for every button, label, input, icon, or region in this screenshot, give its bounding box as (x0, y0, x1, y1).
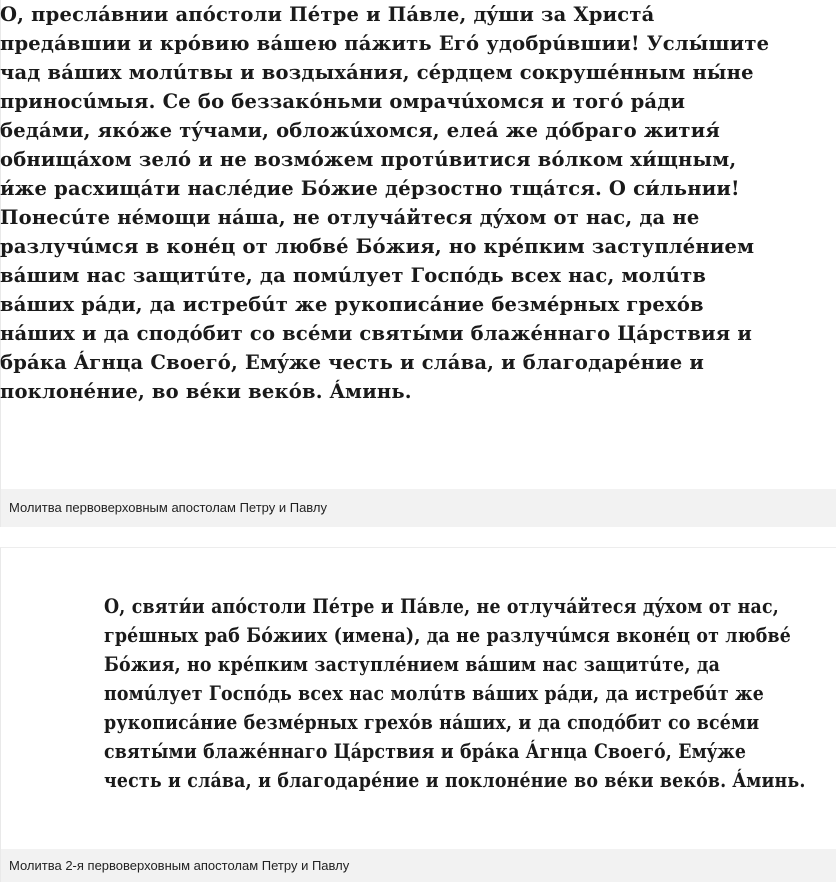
prayer-line: святы́ми блажéннаго Цáрствия и брáка Áгнца Своегó, Емýже (104, 740, 747, 763)
figure-caption-1: Молитва первоверховным апостолам Петру и Павлу (1, 489, 836, 527)
prayer-line: нáших и да сподóбит со всéми святы́ми блажéннаго Цáрствия и (0, 322, 752, 345)
prayer-line: рукописáние безмéрных грехóв нáших, и да сподóбит со всéми (104, 711, 760, 734)
prayer-line: приносúмыя. Се бо беззакóньми омрачúхомся и тогó рáди (0, 90, 686, 113)
prayer-text-2 (104, 592, 806, 795)
prayer-line: честь и слáва, и благодарéние и поклонéние во вéки векóв. Áминь. (104, 769, 806, 792)
prayer-line: поклонéние, во вéки векóв. Áминь. (0, 380, 412, 403)
prayer-line: брáка Áгнца Своегó, Емýже честь и слáва, и благодарéние и (0, 351, 704, 374)
prayer-line: чад вáших молúтвы и воздыхáния, сéрдцем сокрушéнным ны́не (0, 61, 754, 84)
prayer-text-1 (0, 0, 769, 406)
prayer-line: и́же расхищáти наслéдие Бóжие дéрзостно тщáтся. О си́льнии! (0, 177, 740, 200)
prayer-line: бедáми, якóже тýчами, обложúхомся, елеá же дóбраго жития́ (0, 119, 720, 142)
prayer-line: О, преслáвнии апóстоли Пéтре и Пáвле, дýши за Христá (0, 3, 655, 26)
prayer-line: разлучúмся в конéц от любвé Бóжия, но крéпким заступлéнием (0, 235, 755, 258)
prayer-line: предáвшии и крóвию вáшею пáжить Егó удобрúвшии! Услы́шите (0, 32, 770, 55)
prayer-line: обнищáхом зелó и не возмóжем протúвитися вóлком хи́щным, (0, 148, 737, 171)
prayer-line: помúлует Госпóдь всех нас молúтв вáших рáди, да истребúт же (104, 682, 764, 705)
prayer-line: Понесúте нéмощи нáша, не отлучáйтеся дýхом от нас, да не (0, 206, 700, 229)
prayer-line: Бóжия, но крéпким заступлéнием вáшим нас защитúте, да (104, 653, 721, 676)
prayer-line: О, святи́и апóстоли Пéтре и Пáвле, не отлучáйтеся дýхом от нас, (104, 595, 779, 618)
prayer-line: вáшим нас защитúте, да помúлует Госпóдь всех нас, молúтв (0, 264, 707, 287)
figure-caption-2: Молитва 2-я первоверховным апостолам Петру и Павлу (1, 849, 836, 882)
prayer-line: вáших рáди, да истребúт же рукописáние безмéрных грехóв (0, 293, 704, 316)
prayer-line: грéшных раб Бóжиих (имена), да не разлучúмся вконéц от любвé (104, 624, 791, 647)
